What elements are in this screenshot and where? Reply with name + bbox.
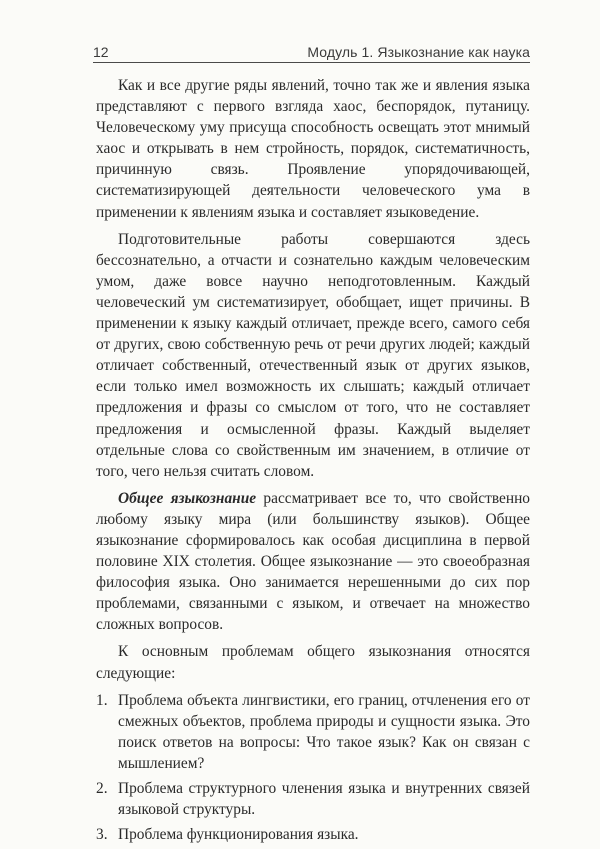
running-title: Модуль 1. Языкознание как наука xyxy=(307,44,530,60)
main-text xyxy=(96,75,530,849)
paragraph-text: К основным проблемам общего языкознания относятся следующие: xyxy=(96,643,530,682)
list-number: 1. xyxy=(96,691,108,709)
running-header xyxy=(93,34,530,63)
list-item-text: Проблема функционирования языка. xyxy=(118,826,359,844)
list-number: 3. xyxy=(96,826,108,844)
list-item xyxy=(96,690,530,774)
page-number: 12 xyxy=(93,44,109,60)
paragraph-language-chaos xyxy=(96,75,530,223)
list-item xyxy=(96,824,530,845)
paragraph-text: Как и все другие ряды явлений, точно так же и явления языка представляют с первого взгляда хаос, беспорядок, путаницу. Человеческому уму присуща способность освещать этот мнимый хаос и открывать в нем стройность, порядок, систематичность, причинную связь. Проявление упорядочивающей, систематизирующей деятельности человеческого ума в применении к явлениям языка и составляет языковедение. xyxy=(96,77,530,221)
paragraph-text: Подготовительные работы совершаются здесь бессознательно, а отчасти и сознательно каждым человеческим умом, даже вовсе научно неподготовленным. Каждый человеческий ум систематизирует, обобщает, ищет причины. В применении к языку каждый отличает, прежде всего, самого себя от других, свою собственную речь от речи других людей; каждый отличает собственный, отечественный язык от других языков, если только имел возможность их слышать; каждый отличает предложения и фразы со смыслом от того, что не составляет предложения и осмысленной фразы. Каждый выделяет отдельные слова со свойственным им значением, в отличие от того, чего нельзя считать словом. xyxy=(96,230,530,480)
paragraph-general-linguistics xyxy=(96,488,530,636)
paragraph-text: рассматривает все то, что свойственно любому языку мира (или большинству языков). Общее языкознание сформировалось как особая дисциплина в первой половине XIX столетия. Общее языкознание — это своеобразная философия языка. Оно занимается нерешенными до сих пор проблемами, связанными с языком, и отвечает на множество сложных вопросов. xyxy=(96,489,531,634)
problem-list xyxy=(96,690,530,846)
paragraph-preparatory-work xyxy=(96,229,530,482)
list-item-text: Проблема объекта лингвистики, его границ, отчленения его от смежных объектов, проблема природы и сущности языка. Это поиск ответов на вопросы: Что такое язык? Как он связан с мышлением? xyxy=(118,691,530,772)
list-item-text: Проблема структурного членения языка и внутренних связей языковой структуры. xyxy=(118,780,530,819)
paragraph-list-intro xyxy=(96,641,530,683)
list-number: 2. xyxy=(96,780,108,797)
defined-term: Общее языкознание xyxy=(118,489,257,507)
list-item xyxy=(96,778,530,820)
